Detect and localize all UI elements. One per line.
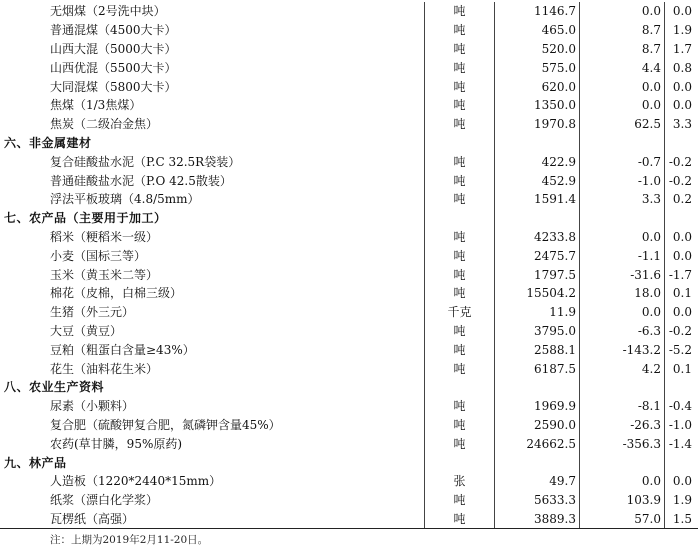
product-name: 普通硅酸盐水泥（P.O 42.5散装） [0, 171, 425, 190]
pct-change-cell: 3.3 [672, 117, 692, 132]
price-cell: 1970.8 [495, 115, 580, 134]
section-header-row [0, 453, 698, 472]
unit-cell: 吨 [425, 190, 495, 209]
pct-change-cell: 0.2 [672, 192, 692, 207]
unit-cell [425, 134, 495, 153]
product-name: 山西大混（5000大卡） [0, 40, 425, 59]
change-cell: 0.0 [580, 303, 665, 322]
table-row [0, 190, 698, 209]
unit-cell: 吨 [425, 228, 495, 247]
pct-change-cell: -5.2 [668, 342, 692, 357]
change-cell: 0.0 [580, 472, 665, 491]
change-cell: -1.1 [580, 246, 665, 265]
price-cell [495, 209, 580, 228]
unit-cell: 吨 [425, 340, 495, 359]
change-cell: -31.6 [580, 265, 665, 284]
change-cell: -143.2 [580, 340, 665, 359]
unit-cell: 吨 [425, 171, 495, 190]
change-cell: 0.0 [580, 228, 665, 247]
product-name: 焦炭（二级冶金焦） [0, 115, 425, 134]
change-cell: 3.3 [580, 190, 665, 209]
pct-change-cell: 0.0 [672, 98, 692, 113]
table-row [0, 40, 698, 59]
table-row [0, 284, 698, 303]
table-row [0, 2, 698, 21]
table-row [0, 21, 698, 40]
pct-change-cell: -1.0 [668, 417, 692, 432]
price-cell: 1350.0 [495, 96, 580, 115]
change-cell [580, 134, 665, 153]
price-cell: 3795.0 [495, 322, 580, 341]
product-name: 农药(草甘膦，95%原药) [0, 434, 425, 453]
unit-cell: 吨 [425, 96, 495, 115]
table-row [0, 77, 698, 96]
price-table-body [0, 2, 698, 529]
change-cell [580, 209, 665, 228]
unit-cell: 吨 [425, 265, 495, 284]
product-name: 棉花（皮棉，白棉三级） [0, 284, 425, 303]
table-row [0, 416, 698, 435]
pct-change-cell [665, 209, 698, 228]
product-name: 山西优混（5500大卡） [0, 58, 425, 77]
change-cell: -356.3 [580, 434, 665, 453]
price-cell: 2475.7 [495, 246, 580, 265]
product-name: 尿素（小颗料） [0, 397, 425, 416]
unit-cell: 张 [425, 472, 495, 491]
product-name: 浮法平板玻璃（4.8/5mm） [0, 190, 425, 209]
pct-change-cell: 1.9 [672, 493, 692, 508]
pct-change-cell: 1.7 [672, 41, 692, 56]
footnote: 注：上期为2019年2月11-20日。 [50, 534, 209, 546]
change-cell: 57.0 [580, 510, 665, 529]
unit-cell: 吨 [425, 40, 495, 59]
price-cell: 4233.8 [495, 228, 580, 247]
section-title: 八、农业生产资料 [0, 378, 425, 397]
price-cell: 1797.5 [495, 265, 580, 284]
change-cell [580, 378, 665, 397]
price-cell: 6187.5 [495, 359, 580, 378]
table-row [0, 340, 698, 359]
product-name: 大同混煤（5800大卡） [0, 77, 425, 96]
change-cell: -1.0 [580, 171, 665, 190]
price-cell [495, 378, 580, 397]
unit-cell [425, 378, 495, 397]
product-name: 生猪（外三元） [0, 303, 425, 322]
unit-cell: 吨 [425, 397, 495, 416]
pct-change-cell: -1.7 [668, 267, 692, 282]
unit-cell: 吨 [425, 246, 495, 265]
pct-change-cell: -0.2 [668, 154, 692, 169]
section-header-row [0, 378, 698, 397]
unit-cell: 吨 [425, 284, 495, 303]
unit-cell: 吨 [425, 416, 495, 435]
pct-change-cell: 1.5 [665, 510, 698, 529]
change-cell: 0.0 [580, 77, 665, 96]
table-row [0, 510, 698, 529]
pct-change-cell [665, 378, 698, 397]
product-name: 小麦（国标三等） [0, 246, 425, 265]
change-cell: 8.7 [580, 21, 665, 40]
table-row [0, 115, 698, 134]
product-name: 稻米（粳稻米一级） [0, 228, 425, 247]
unit-cell: 吨 [425, 58, 495, 77]
section-title: 七、农产品（主要用于加工） [0, 209, 425, 228]
table-row [0, 434, 698, 453]
change-cell: -8.1 [580, 397, 665, 416]
pct-change-cell: -0.2 [668, 173, 692, 188]
price-cell: 620.0 [495, 77, 580, 96]
product-name: 人造板（1220*2440*15mm） [0, 472, 425, 491]
pct-change-cell: -0.2 [668, 323, 692, 338]
change-cell: -6.3 [580, 322, 665, 341]
price-cell: 575.0 [495, 58, 580, 77]
price-cell: 2588.1 [495, 340, 580, 359]
table-row [0, 397, 698, 416]
unit-cell: 吨 [425, 491, 495, 510]
change-cell: 18.0 [580, 284, 665, 303]
unit-cell: 吨 [425, 359, 495, 378]
pct-change-cell: -1.4 [668, 436, 692, 451]
price-cell: 3889.3 [495, 510, 580, 529]
change-cell: 62.5 [580, 115, 665, 134]
price-cell: 11.9 [495, 303, 580, 322]
unit-cell [425, 209, 495, 228]
table-row [0, 472, 698, 491]
product-name: 花生（油料花生米） [0, 359, 425, 378]
pct-change-cell: 0.8 [672, 60, 692, 75]
price-cell: 5633.3 [495, 491, 580, 510]
table-row [0, 303, 698, 322]
product-name: 豆粕（粗蛋白含量≥43%） [0, 340, 425, 359]
section-header-row [0, 134, 698, 153]
pct-change-cell: 0.0 [672, 248, 692, 263]
table-row [0, 58, 698, 77]
price-cell: 49.7 [495, 472, 580, 491]
pct-change-cell: 0.0 [672, 4, 692, 19]
change-cell: 4.2 [580, 359, 665, 378]
unit-cell: 千克 [425, 303, 495, 322]
pct-change-cell: 0.0 [672, 305, 692, 320]
unit-cell: 吨 [425, 510, 495, 529]
product-name: 大豆（黄豆） [0, 322, 425, 341]
table-row [0, 171, 698, 190]
table-row [0, 265, 698, 284]
price-cell: 1969.9 [495, 397, 580, 416]
pct-change-cell [665, 134, 698, 153]
price-cell [495, 134, 580, 153]
product-name: 瓦楞纸（高强） [0, 510, 425, 529]
section-title: 九、林产品 [0, 453, 425, 472]
table-row [0, 228, 698, 247]
product-name: 玉米（黄玉米二等） [0, 265, 425, 284]
pct-change-cell: 0.0 [672, 229, 692, 244]
table-row [0, 152, 698, 171]
table-row [0, 246, 698, 265]
pct-change-cell: 0.0 [672, 474, 692, 489]
unit-cell: 吨 [425, 2, 495, 21]
product-name: 复合硅酸盐水泥（P.C 32.5R袋装） [0, 152, 425, 171]
change-cell [580, 453, 665, 472]
price-cell: 2590.0 [495, 416, 580, 435]
pct-change-cell: 0.0 [672, 79, 692, 94]
product-name: 无烟煤（2号洗中块） [0, 2, 425, 21]
unit-cell: 吨 [425, 152, 495, 171]
section-title: 六、非金属建材 [0, 134, 425, 153]
price-cell: 422.9 [495, 152, 580, 171]
pct-change-cell [665, 453, 698, 472]
change-cell: 0.0 [580, 2, 665, 21]
pct-change-cell: 0.1 [672, 286, 692, 301]
product-name: 复合肥（硫酸钾复合肥，氮磷钾含量45%） [0, 416, 425, 435]
pct-change-cell: 1.9 [672, 23, 692, 38]
change-cell: 103.9 [580, 491, 665, 510]
price-cell [495, 453, 580, 472]
unit-cell: 吨 [425, 21, 495, 40]
price-cell: 1146.7 [495, 2, 580, 21]
change-cell: 0.0 [580, 96, 665, 115]
price-cell: 465.0 [495, 21, 580, 40]
unit-cell [425, 453, 495, 472]
change-cell: -26.3 [580, 416, 665, 435]
unit-cell: 吨 [425, 322, 495, 341]
price-cell: 452.9 [495, 171, 580, 190]
unit-cell: 吨 [425, 434, 495, 453]
table-row [0, 322, 698, 341]
table-row [0, 491, 698, 510]
product-name: 普通混煤（4500大卡） [0, 21, 425, 40]
price-cell: 1591.4 [495, 190, 580, 209]
pct-change-cell: 0.1 [672, 361, 692, 376]
unit-cell: 吨 [425, 115, 495, 134]
price-cell: 15504.2 [495, 284, 580, 303]
table-row [0, 96, 698, 115]
section-header-row [0, 209, 698, 228]
change-cell: 4.4 [580, 58, 665, 77]
unit-cell: 吨 [425, 77, 495, 96]
table-row [0, 359, 698, 378]
pct-change-cell: -0.4 [668, 399, 692, 414]
product-name: 焦煤（1/3焦煤） [0, 96, 425, 115]
price-cell: 24662.5 [495, 434, 580, 453]
change-cell: -0.7 [580, 152, 665, 171]
product-name: 纸浆（漂白化学浆） [0, 491, 425, 510]
price-cell: 520.0 [495, 40, 580, 59]
price-table [0, 2, 698, 529]
change-cell: 8.7 [580, 40, 665, 59]
